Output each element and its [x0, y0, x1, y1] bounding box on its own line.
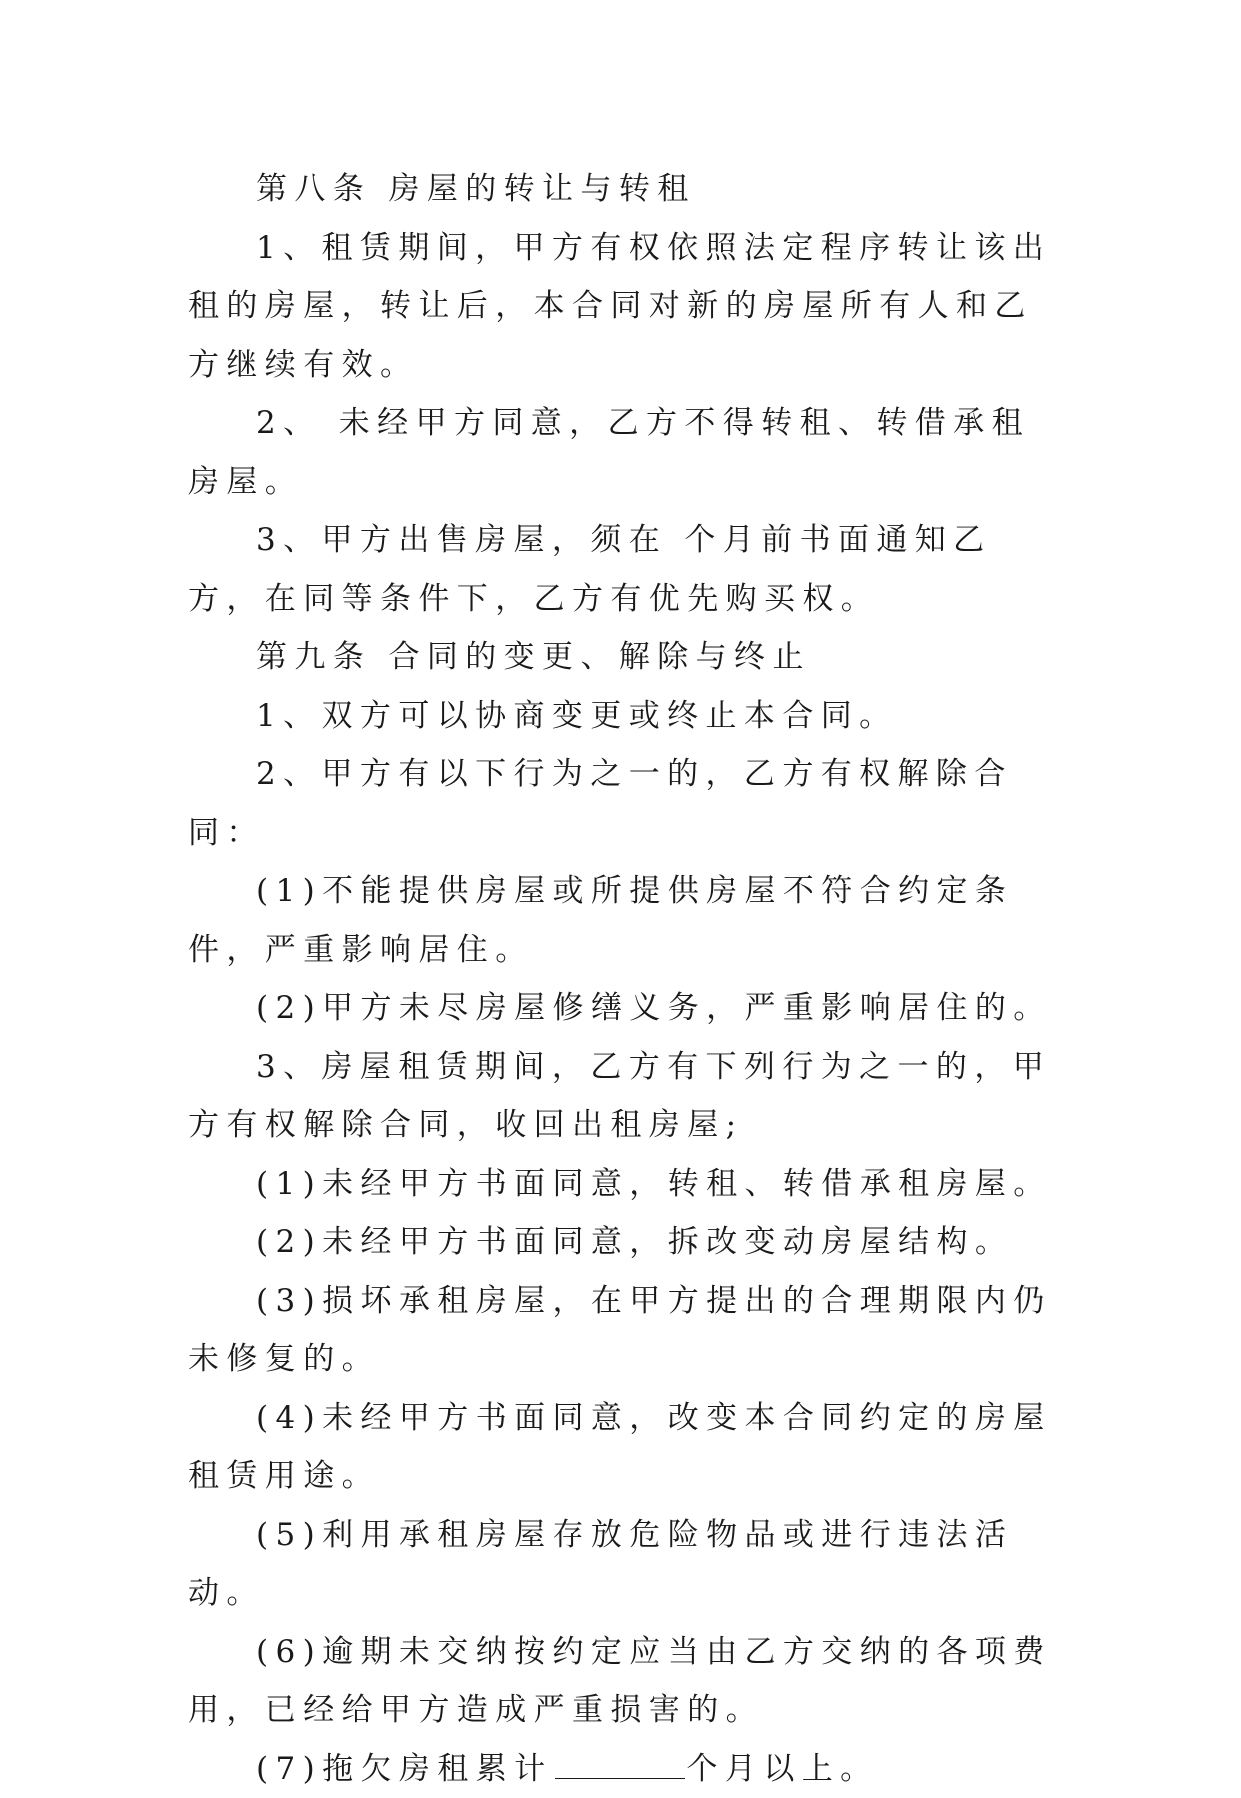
article-9-clause-3: 3、房屋租赁期间，乙方有下列行为之一的，甲方有权解除合同，收回出租房屋; — [188, 1038, 1060, 1155]
clause-3-item-6: (6)逾期未交纳按约定应当由乙方交纳的各项费用，已经给甲方造成严重损害的。 — [188, 1623, 1060, 1740]
document-page — [188, 160, 1060, 1798]
article-9-heading: 第九条 合同的变更、解除与终止 — [188, 628, 1060, 687]
clause-2-item-2: (2)甲方未尽房屋修缮义务，严重影响居住的。 — [188, 979, 1060, 1038]
article-8-heading: 第八条 房屋的转让与转租 — [188, 160, 1060, 219]
clause-3-item-7-prefix: (7)拖欠房租累计 — [256, 1751, 553, 1787]
clause-3-item-7 — [188, 1740, 1060, 1798]
clause-3-item-4: (4)未经甲方书面同意，改变本合同约定的房屋租赁用途。 — [188, 1389, 1060, 1506]
clause-3-item-2: (2)未经甲方书面同意，拆改变动房屋结构。 — [188, 1213, 1060, 1272]
clause-2-item-1: (1)不能提供房屋或所提供房屋不符合约定条件，严重影响居住。 — [188, 862, 1060, 979]
clause-3-item-1: (1)未经甲方书面同意，转租、转借承租房屋。 — [188, 1155, 1060, 1214]
clause-3-item-7-suffix: 个月以上。 — [687, 1751, 879, 1787]
clause-3-item-5: (5)利用承租房屋存放危险物品或进行违法活动。 — [188, 1506, 1060, 1623]
article-8-clause-2: 2、 未经甲方同意，乙方不得转租、转借承租房屋。 — [188, 394, 1060, 511]
article-8-clause-1: 1、租赁期间，甲方有权依照法定程序转让该出租的房屋，转让后，本合同对新的房屋所有人和乙方继续有效。 — [188, 219, 1060, 395]
clause-3-item-3: (3)损坏承租房屋，在甲方提出的合理期限内仍未修复的。 — [188, 1272, 1060, 1389]
article-9-clause-1: 1、双方可以协商变更或终止本合同。 — [188, 687, 1060, 746]
article-9-clause-2: 2、甲方有以下行为之一的，乙方有权解除合同： — [188, 745, 1060, 862]
article-8-clause-3: 3、甲方出售房屋，须在 个月前书面通知乙方，在同等条件下，乙方有优先购买权。 — [188, 511, 1060, 628]
